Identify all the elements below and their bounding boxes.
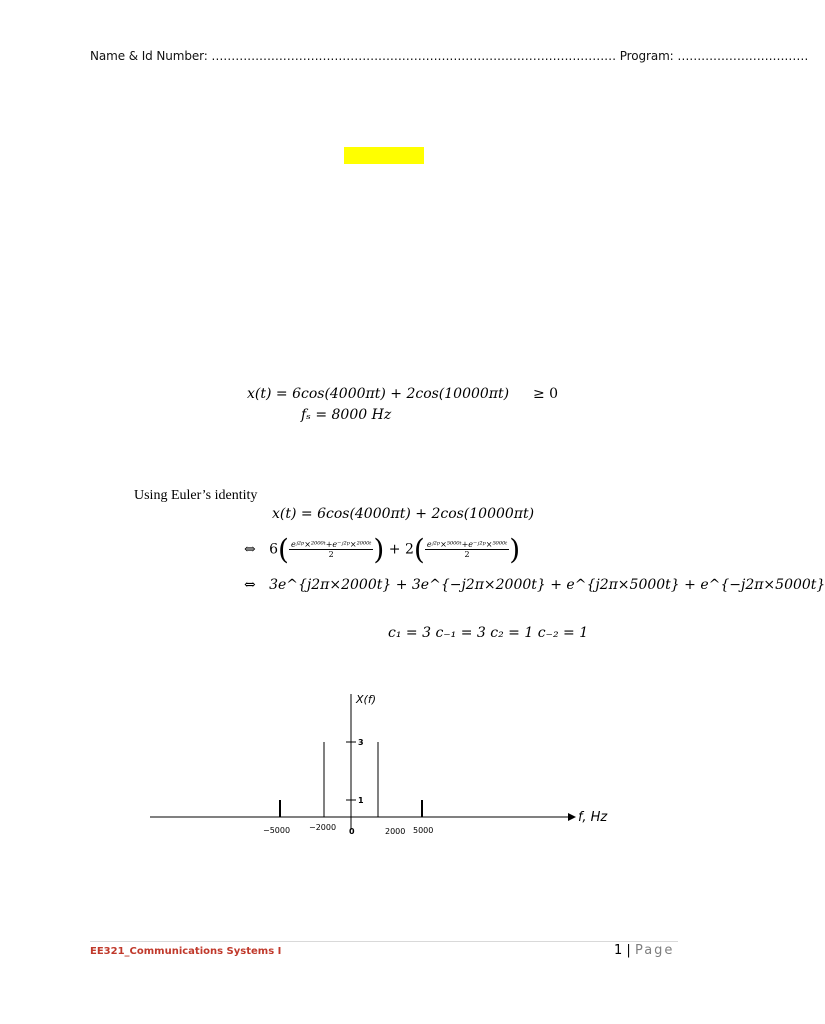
x-tick-label-0: 0	[349, 827, 355, 836]
spectrum-plot	[140, 688, 620, 848]
signal-expression: x(t) = 6cos(4000πt) + 2cos(10000πt)	[247, 386, 510, 402]
page-separator: |	[626, 943, 631, 958]
page-label: Page	[634, 943, 675, 958]
euler-signal-line: x(t) = 6cos(4000πt) + 2cos(10000πt)	[272, 506, 535, 522]
fourier-coefficients: c₁ = 3 c₋₁ = 3 c₂ = 1 c₋₂ = 1	[388, 625, 589, 641]
page-indicator	[614, 943, 674, 958]
sampling-frequency: fₛ = 8000 Hz	[301, 407, 392, 423]
fraction-2000-numerator: eʲ²ᵖ×²⁰⁰⁰ᵗ+e⁻ʲ²ᵖ×²⁰⁰⁰ᵗ	[290, 540, 372, 549]
highlight-mark	[344, 147, 424, 164]
y-tick-label-3: 3	[358, 738, 364, 747]
signal-condition: ≥ 0	[533, 386, 559, 402]
page-number: 1	[614, 943, 623, 958]
equivalence-arrow-2: ⇔	[244, 577, 256, 593]
course-name: EE321_Communications Systems I	[90, 946, 282, 957]
signal-equation	[247, 386, 559, 402]
euler-expansion-line: ⇔ 6( $\frac{\text{eʲ²ᵖ×²⁰⁰⁰ᵗ+e⁻ʲ²ᵖ×²⁰⁰⁰ᵗ}}{2}$ ) + 2( $\frac{\text{eʲ²ᵖ×⁵⁰⁰⁰ᵗ+e⁻ʲ²ᵖ×⁵⁰⁰⁰ᵗ}}{2}$ )	[244, 533, 521, 566]
x-tick-label-5000: 5000	[413, 826, 434, 835]
euler-intro: Using Euler’s identity	[134, 488, 258, 503]
x-tick-label--2000: −2000	[309, 823, 337, 832]
fraction-5000-numerator: eʲ²ᵖ×⁵⁰⁰⁰ᵗ+e⁻ʲ²ᵖ×⁵⁰⁰⁰ᵗ	[426, 540, 508, 549]
exponential-expansion	[244, 577, 825, 593]
student-info-header: Name & Id Number: ………………………………………………………………………………………… Program: ……………………………	[90, 49, 809, 63]
x-tick-label-2000: 2000	[385, 827, 406, 836]
x-tick-label--5000: −5000	[263, 826, 291, 835]
fraction-2000-denominator: 2	[328, 550, 334, 559]
x-axis-label: f, Hz	[578, 810, 608, 825]
fraction-2000	[289, 540, 373, 559]
coefficient-6: 6	[269, 541, 279, 558]
y-axis-label: X(f)	[356, 693, 376, 706]
footer-divider	[90, 941, 678, 942]
x-axis-arrow-icon	[568, 813, 576, 821]
fraction-5000	[425, 540, 509, 559]
coefficient-2: + 2	[388, 541, 414, 558]
exponential-terms: 3e^{j2π×2000t} + 3e^{−j2π×2000t} + e^{j2π×5000t} + e^{−j2π×5000t}	[269, 577, 825, 593]
y-tick-label-1: 1	[358, 796, 364, 805]
fraction-5000-denominator: 2	[464, 550, 470, 559]
equivalence-arrow: ⇔	[244, 541, 256, 558]
